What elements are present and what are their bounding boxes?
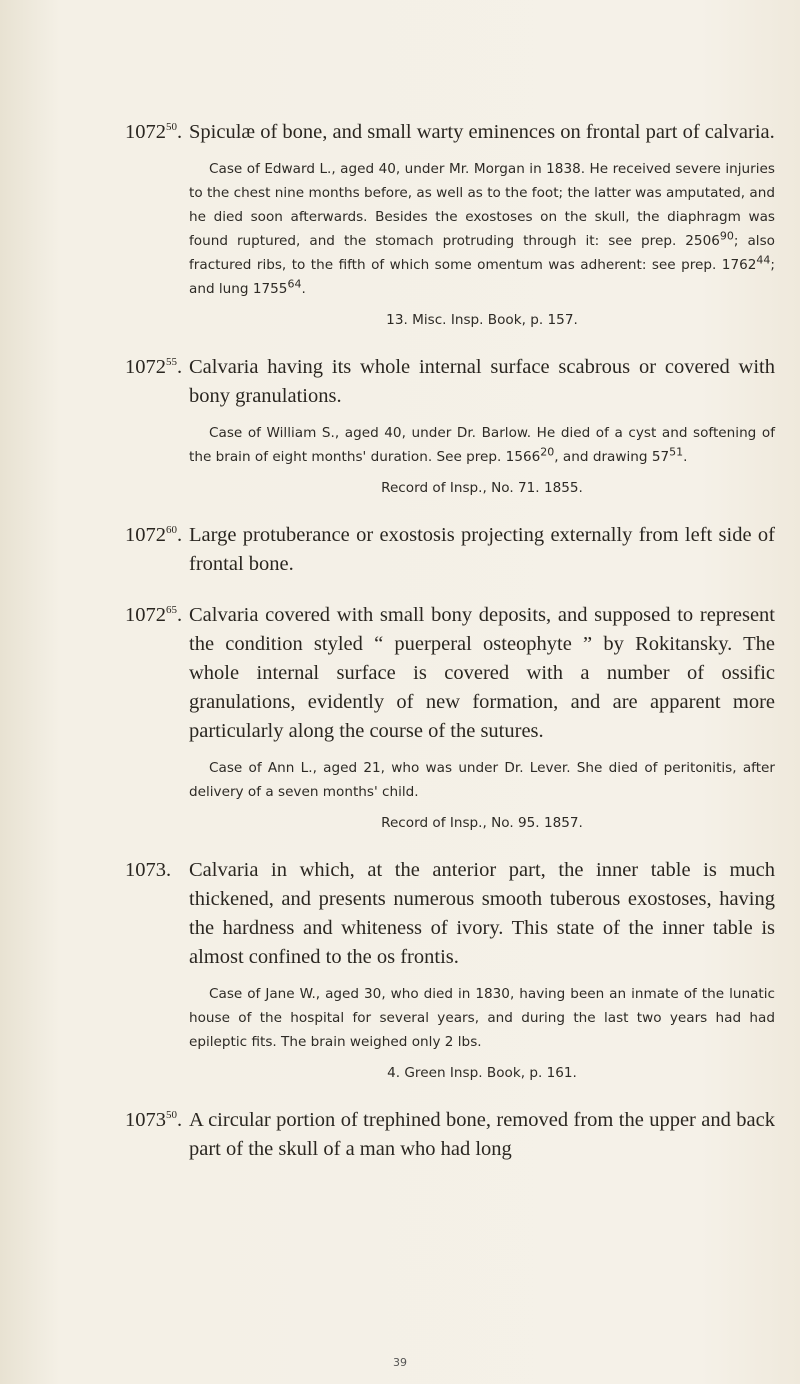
- catalogue-entries: [125, 118, 775, 1186]
- specimen-number-suffix: 55: [166, 356, 177, 369]
- case-history: Case of William S., aged 40, under Dr. Barlow. He died of a cyst and softening of the brain of eight months' duration. See prep. 1566$^{20}$, and drawing $57^{51}$.: [189, 425, 775, 465]
- specimen-description: Large protuberance or exostosis projecting externally from left side of frontal bone.: [189, 524, 775, 575]
- specimen-number: 1072$^{50}$.: [125, 121, 183, 143]
- specimen-description: A circular portion of trephined bone, removed from the upper and back part of the skull of a man who had long: [189, 1109, 775, 1160]
- inspection-reference: Record of Insp., No. 95. 1857.: [381, 815, 583, 831]
- catalogue-entry: [125, 856, 775, 1084]
- entry-heading: [125, 521, 775, 579]
- specimen-description: Calvaria covered with small bony deposits, and supposed to represent the condition styled “ puerperal osteophyte ” by Rokitansky. The whole internal surface is covered with a number of ossific granulations, evidently of new formation, and are apparent more particularly along the course of the sutures.: [189, 604, 775, 742]
- specimen-description: Spiculæ of bone, and small warty eminences on frontal part of calvaria.: [189, 121, 775, 143]
- specimen-number: 1072$^{60}$.: [125, 524, 183, 546]
- specimen-number: 1072$^{55}$.: [125, 356, 183, 378]
- specimen-number-suffix: 60: [166, 524, 177, 537]
- entry-heading: [125, 856, 775, 972]
- specimen-description: Calvaria in which, at the anterior part, the inner table is much thickened, and presents numerous smooth tuberous exostoses, having the hardness and whiteness of ivory. This state of the inner table is almost confined to the os frontis.: [189, 859, 775, 968]
- case-history: Case of Edward L., aged 40, under Mr. Morgan in 1838. He received severe injuries to the chest nine months before, as well as to the foot; the latter was amputated, and he died soon afterwards. Besides the exostoses on the skull, the diaphragm was found ruptured, and the stomach protruding through it: see prep. 2506$^{90}$; also fractured ribs, to the fifth of which some omentum was adherent: see prep. 1762$^{44}$; and lung 1755$^{64}$.: [189, 161, 775, 297]
- specimen-number: 1073$^{50}$.: [125, 1109, 183, 1131]
- specimen-number-suffix: 65: [166, 604, 177, 617]
- entry-heading: [125, 353, 775, 411]
- entry-heading: [125, 118, 775, 147]
- catalogue-entry: [125, 521, 775, 579]
- specimen-number: 1073.: [125, 859, 172, 881]
- case-history: Case of Ann L., aged 21, who was under Dr. Lever. She died of peritonitis, after delivery of a seven months' child.: [189, 760, 775, 800]
- inspection-reference: 4. Green Insp. Book, p. 161.: [387, 1065, 577, 1081]
- specimen-number-suffix: 50: [166, 121, 177, 134]
- inspection-reference: 13. Misc. Insp. Book, p. 157.: [386, 312, 578, 328]
- catalogue-entry: [125, 353, 775, 499]
- specimen-description: Calvaria having its whole internal surface scabrous or covered with bony granulations.: [189, 356, 775, 407]
- catalogue-entry: [125, 118, 775, 331]
- catalogue-entry: [125, 1106, 775, 1164]
- case-history: Case of Jane W., aged 30, who died in 1830, having been an inmate of the lunatic house of the hospital for several years, and during the last two years had had epileptic fits. The brain weighed only 2 lbs.: [189, 986, 775, 1050]
- specimen-number-suffix: 50: [166, 1109, 177, 1122]
- entry-heading: [125, 1106, 775, 1164]
- entry-heading: [125, 601, 775, 746]
- catalogue-entry: [125, 601, 775, 834]
- inspection-reference: Record of Insp., No. 71. 1855.: [381, 480, 583, 496]
- page-number: 39: [393, 1356, 407, 1369]
- specimen-number: 1072$^{65}$.: [125, 604, 183, 626]
